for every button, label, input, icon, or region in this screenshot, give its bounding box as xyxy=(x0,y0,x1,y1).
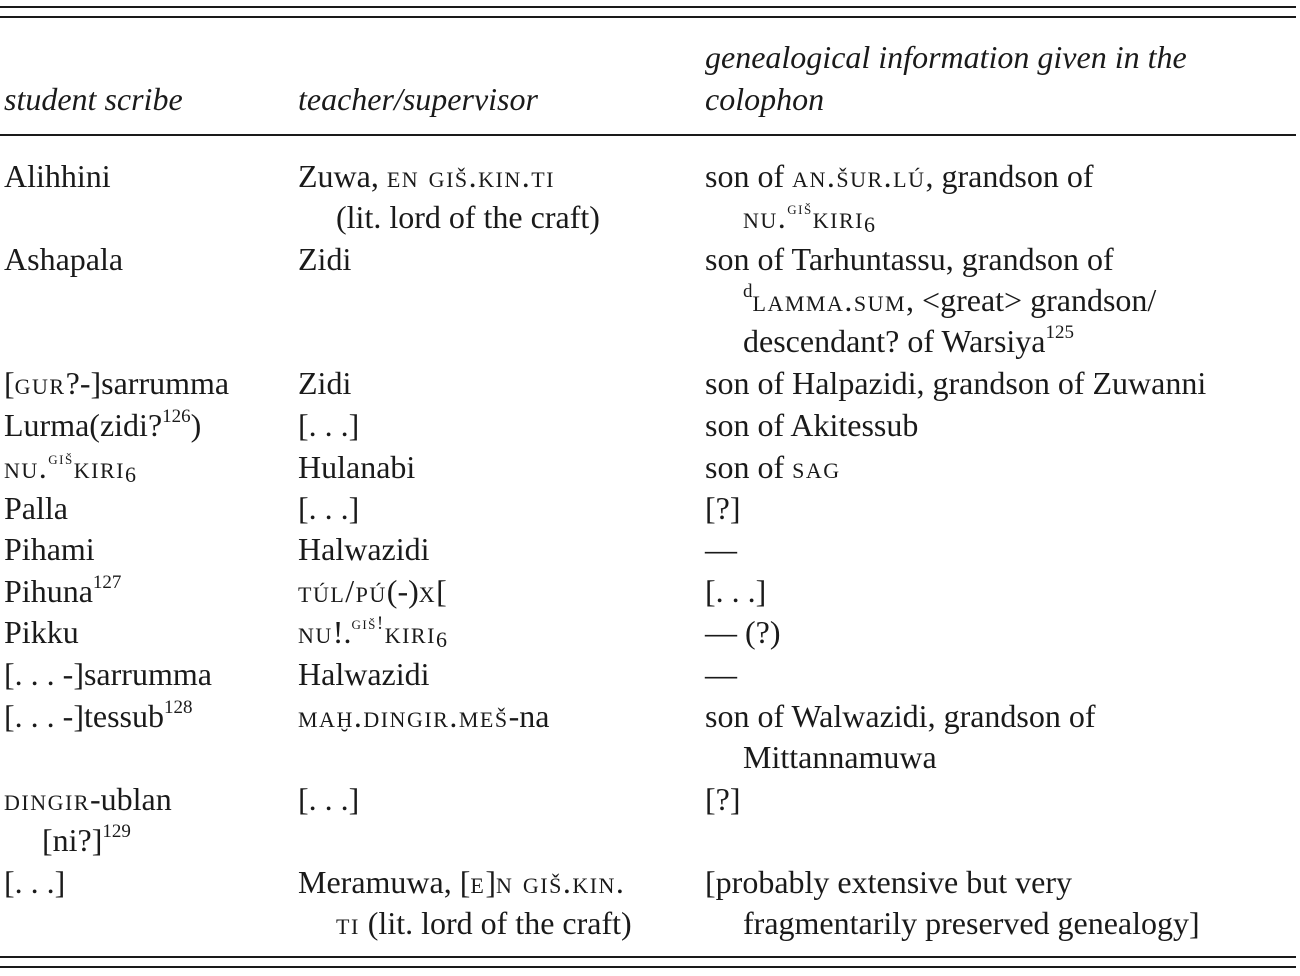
row-3-teacher: [. . .] xyxy=(298,407,360,443)
top-rule-inner xyxy=(0,16,1296,18)
row-10-genealogy: son of Walwazidi, grandson of Mittannamuwa xyxy=(705,698,1096,775)
row-4-genealogy: son of sag xyxy=(705,449,841,485)
row-8-teacher: nu!.$^{giš!}$kiri$_6$ xyxy=(298,613,447,652)
row-3-student: Lurma(zidi?$^{126}$) xyxy=(4,406,202,443)
row-2-student: [gur?-]sarrumma xyxy=(4,365,230,401)
row-12-student: [. . .] xyxy=(4,864,66,900)
row-3-genealogy: son of Akitessub xyxy=(705,407,919,443)
header-student-scribe: student scribe xyxy=(4,81,183,117)
row-9-student: [. . . -]sarrumma xyxy=(4,656,212,692)
bottom-rule-inner xyxy=(0,956,1296,958)
row-8-student: Pikku xyxy=(4,614,79,650)
row-5-student: Palla xyxy=(4,490,68,526)
row-9-genealogy: — xyxy=(705,656,737,692)
row-4-teacher: Hulanabi xyxy=(298,449,416,485)
row-7-teacher: túl/pú(-)x[ xyxy=(298,573,447,609)
row-11-student: dingir-ublan [ni?]$^{129}$ xyxy=(4,781,172,858)
top-rule-outer xyxy=(0,6,1296,8)
row-5-teacher: [. . .] xyxy=(298,490,360,526)
row-2-genealogy: son of Halpazidi, grandson of Zuwanni xyxy=(705,365,1207,401)
row-9-teacher: Halwazidi xyxy=(298,656,430,692)
row-11-genealogy: [?] xyxy=(705,781,741,817)
row-6-teacher: Halwazidi xyxy=(298,531,430,567)
row-5-genealogy: [?] xyxy=(705,490,741,526)
header-rule xyxy=(0,134,1296,136)
row-0-genealogy: son of an.šur.lú, grandson of nu.$^{giš}$kiri$_6$ xyxy=(705,158,1094,237)
row-6-student: Pihami xyxy=(4,531,95,567)
row-0-teacher: Zuwa, en giš.kin.ti (lit. lord of the craft) xyxy=(298,158,600,235)
row-6-genealogy: — xyxy=(705,531,737,567)
row-10-teacher: maḫ.dingir.meš-na xyxy=(298,698,550,734)
row-12-genealogy: [probably extensive but very fragmentarily preserved genealogy] xyxy=(705,864,1200,941)
row-12-teacher: Meramuwa, [e]n giš.kin. ti (lit. lord of the craft) xyxy=(298,864,632,941)
row-0-student: Alihhini xyxy=(4,158,111,194)
row-1-teacher: Zidi xyxy=(298,241,352,277)
row-1-genealogy: son of Tarhuntassu, grandson of $^d$lamma.sum, <great> grandson/ descendant? of Warsiya$^{125}$ xyxy=(705,241,1157,359)
row-8-genealogy: — (?) xyxy=(705,614,781,650)
row-7-genealogy: [. . .] xyxy=(705,573,767,609)
row-10-student: [. . . -]tessub$^{128}$ xyxy=(4,697,193,734)
row-11-teacher: [. . .] xyxy=(298,781,360,817)
header-teacher-supervisor: teacher/supervisor xyxy=(298,81,538,117)
row-2-teacher: Zidi xyxy=(298,365,352,401)
bottom-rule-outer xyxy=(0,966,1296,968)
header-genealogical-information: genealogical information given in the colophon xyxy=(705,39,1187,117)
row-4-student: nu.$^{giš}$kiri$_6$ xyxy=(4,448,136,487)
row-7-student: Pihuna$^{127}$ xyxy=(4,572,122,609)
row-1-student: Ashapala xyxy=(4,241,124,277)
